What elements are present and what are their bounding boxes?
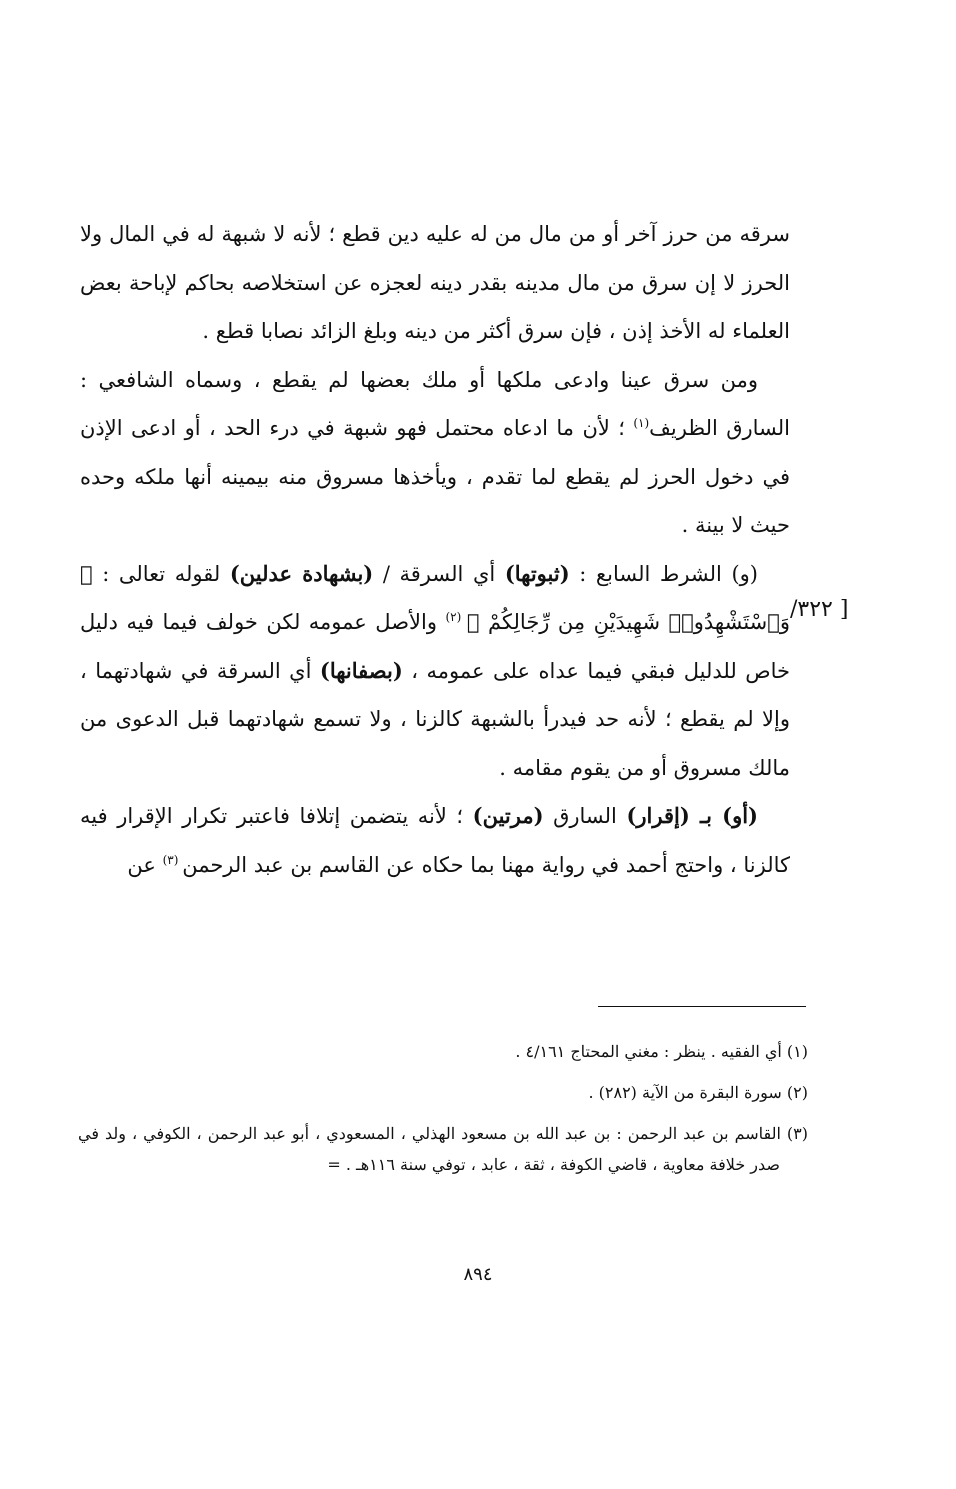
footnote-separator — [598, 1006, 806, 1007]
paragraph-4 — [80, 792, 790, 889]
paragraph-2 — [80, 356, 790, 550]
paragraph-4-text-2: ؛ لأنه يتضمن إتلافا فاعتبر تكرار الإقرار فيه كالزنا ، واحتج أحمد في رواية مهنا بما حكاه عن القاسم بن عبد الرحمن — [80, 804, 790, 877]
paragraph-2-text-b: ؛ لأن ما ادعاه محتمل فهو شبهة في درء الحد ، أو ادعى الإذن في دخول الحرز لم يقطع لما تقدم ، ويأخذها مسروق منه بيمينه أنها ملكه وحده حيث لا بينة . — [80, 416, 790, 537]
paragraph-3 — [80, 550, 790, 793]
footnote-2: (٢) سورة البقرة من الآية (٢٨٢) . — [588, 1083, 808, 1102]
bold-term-marratayn: (مرتين) — [472, 803, 544, 828]
paragraph-4-text-1: السارق — [543, 804, 627, 828]
paragraph-3-text-3: لقوله تعالى : ﴿ وَٱسْتَشْهِدُوا۟ شَهِيدَيْنِ مِن رِّجَالِكُمْ ﴾ — [80, 561, 790, 634]
footnote-3: (٣) القاسم بن عبد الرحمن : بن عبد الله بن مسعود الهذلي ، المسعودي ، أبو عبد الرحمن ، الكوفي ، ولد في صدر خلافة معاوية ، قاضي الكوفة ، ثقة ، عابد ، توفي سنة ١١٦هـ . = — [78, 1124, 808, 1174]
bold-term-shahadat-adlayn: (بشهادة عدلين) — [229, 560, 374, 586]
footnote-ref-3: (٣) — [162, 852, 183, 867]
footnote-ref-1: (١) — [633, 416, 650, 430]
paragraph-1: سرقه من حرز آخر أو من مال من له عليه دين قطع ؛ لأنه لا شبهة له في المال ولا الحرز لا إن سرق من مال مدينه بقدر دينه لعجزه عن استخلاصه بحاكم لإباحة بعض العلماء له الأخذ إذن ، فإن سرق أكثر من دينه وبلغ الزائد نصابا قطع . — [80, 222, 790, 343]
bold-term-sifaniha: (بصفانها) — [319, 657, 403, 683]
page-number: ٨٩٤ — [463, 1264, 493, 1285]
paragraph-3-text-4: والأصل عمومه لكن خولف فيما فيه دليل خاص للدليل فبقي فيما عداه على عمومه ، — [80, 610, 790, 683]
footnotes — [78, 1036, 808, 1180]
paragraph-4-text-3: عن — [127, 852, 163, 877]
bold-term-iqrar: (أو) بـ (إقرار) — [626, 803, 758, 828]
paragraph-3-text-5: أي السرقة في شهادتهما ، وإلا لم يقطع ؛ لأنه حد فيدرأ بالشبهة كالزنا ، ولا تسمع شهادتهما قبل الدعوى من مالك مسروق أو من يقوم مقامه . — [80, 658, 790, 780]
paragraph-3-text-1: (و) الشرط السابع : — [569, 561, 758, 586]
paragraph-2-text-a: ومن سرق عينا وادعى ملكها أو ملك بعضها لم يقطع ، وسماه الشافعي : السارق الظريف — [80, 367, 791, 440]
bold-term-thubutuha: (ثبوتها) — [504, 560, 570, 586]
footnote-ref-2: (٢) — [445, 610, 467, 624]
paragraph-3-text-2: أي السرقة / — [373, 561, 505, 586]
footnote-1: (١) أي الفقيه . ينظر : مغني المحتاج ٤/١٦١ . — [515, 1042, 808, 1061]
main-text — [80, 210, 790, 889]
margin-folio-note: [ ٣٢٢/ — [790, 597, 849, 622]
